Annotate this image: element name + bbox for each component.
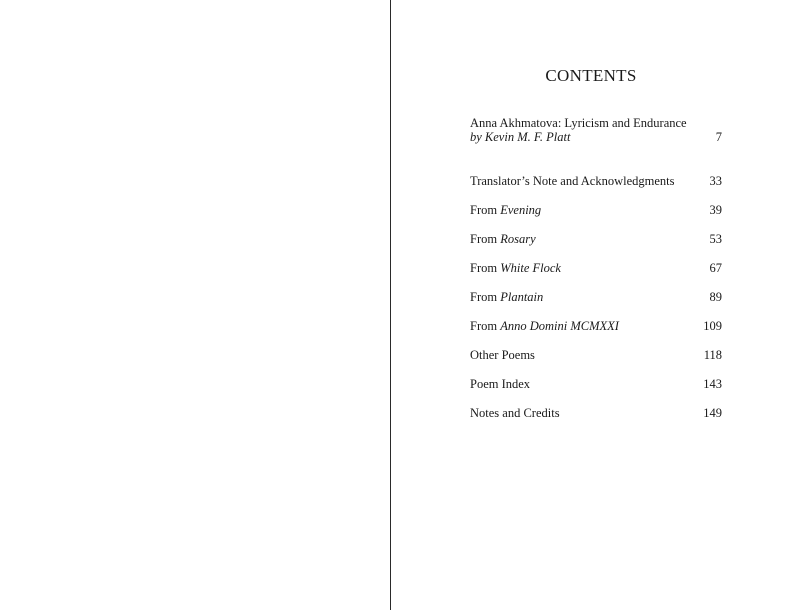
toc-entry-italic-title: Anno Domini MCMXXI (500, 319, 619, 333)
table-of-contents (470, 116, 722, 420)
toc-entry-text (470, 203, 541, 217)
toc-entry-italic-title: White Flock (500, 261, 561, 275)
toc-entry-italic-title: Plantain (500, 290, 544, 304)
toc-entry-rosary (470, 217, 722, 246)
toc-entry-text (470, 116, 687, 144)
right-page (391, 0, 791, 610)
toc-page-number: 7 (715, 130, 722, 144)
toc-entry-title: Anna Akhmatova: Lyricism and Endurance (470, 116, 687, 130)
toc-page-number: 89 (709, 290, 722, 304)
toc-entry-text (470, 290, 543, 304)
toc-entry-subtitle: by Kevin M. F. Platt (470, 130, 571, 144)
toc-entry-text (470, 319, 619, 333)
toc-page-number: 39 (709, 203, 722, 217)
toc-page-number: 53 (709, 232, 722, 246)
toc-entry-prefix: From (470, 290, 501, 304)
toc-entry-translators-note (470, 159, 722, 188)
toc-entry-text (470, 174, 675, 188)
toc-entry-text (470, 406, 560, 420)
contents-heading: CONTENTS (545, 66, 637, 85)
toc-page-number: 33 (709, 174, 722, 188)
toc-page-number: 67 (709, 261, 722, 275)
toc-entry-other-poems (470, 333, 722, 362)
toc-entry-prefix: From (470, 203, 501, 217)
toc-entry-title: Notes and Credits (470, 406, 560, 420)
toc-entry-introduction (470, 116, 722, 159)
toc-entry-title: Other Poems (470, 348, 535, 362)
toc-entry-text (470, 377, 530, 391)
toc-page-number: 118 (703, 348, 722, 362)
toc-entry-title: Translator’s Note and Acknowledgments (470, 174, 675, 188)
toc-entry-italic-title: Evening (500, 203, 542, 217)
toc-entry-italic-title: Rosary (500, 232, 536, 246)
toc-entry-plantain (470, 275, 722, 304)
toc-page-number: 109 (703, 319, 722, 333)
toc-entry-text (470, 348, 535, 362)
toc-entry-prefix: From (470, 261, 501, 275)
toc-entry-evening (470, 188, 722, 217)
toc-entry-prefix: From (470, 232, 501, 246)
toc-entry-anno-domini (470, 304, 722, 333)
toc-page-number: 149 (703, 406, 722, 420)
toc-entry-notes-and-credits (470, 391, 722, 420)
left-page (0, 0, 390, 610)
toc-entry-title: Poem Index (470, 377, 531, 391)
toc-entry-poem-index (470, 362, 722, 391)
toc-entry-text (470, 232, 536, 246)
toc-page-number: 143 (703, 377, 722, 391)
toc-entry-text (470, 261, 561, 275)
toc-entry-white-flock (470, 246, 722, 275)
toc-entry-prefix: From (470, 319, 501, 333)
